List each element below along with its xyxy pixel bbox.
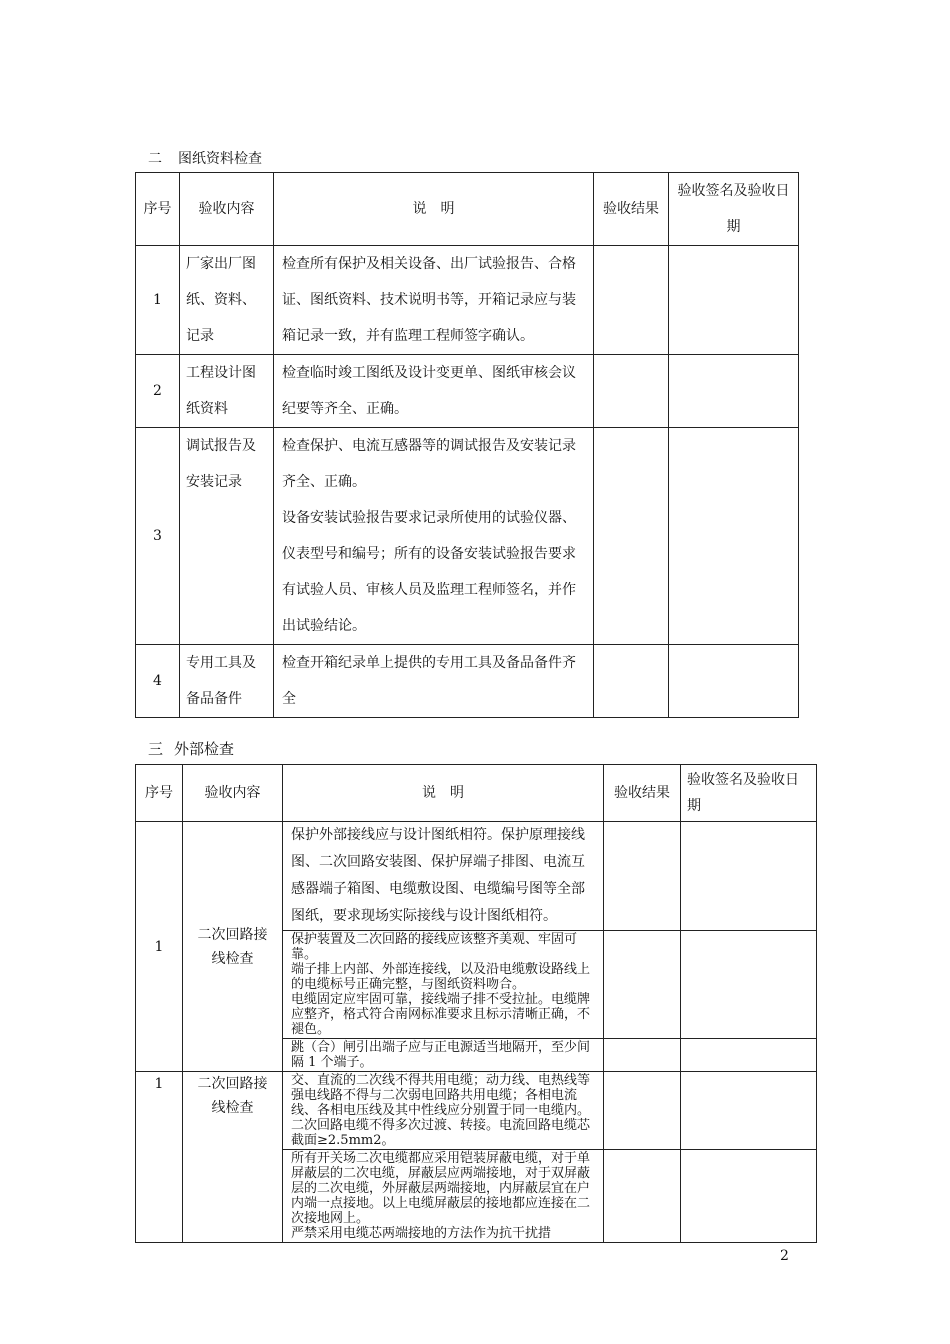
header-desc: 说 明 — [274, 173, 594, 246]
header-content: 验收内容 — [183, 765, 283, 822]
row-desc-part1: 检查保护、电流互感器等的调试报告及安装记录齐全、正确。 — [282, 438, 576, 490]
row-result-cell — [604, 931, 681, 1039]
external-check-table — [135, 764, 817, 1243]
row-seq: 3 — [136, 428, 180, 645]
header-sign: 验收签名及验收日期 — [669, 173, 799, 246]
row-sign-cell — [681, 1072, 817, 1150]
header-sign: 验收签名及验收日期 — [681, 765, 817, 822]
page-number: 2 — [780, 1248, 789, 1264]
row-desc: 保护外部接线应与设计图纸相符。保护原理接线图、二次回路安装图、保护屏端子排图、电流互感器端子箱图、电缆敷设图、电缆编号图等全部图纸，要求现场实际接线与设计图纸相符。 — [283, 822, 604, 931]
row-content: 调试报告及安装记录 — [180, 428, 274, 645]
table-row — [136, 645, 799, 718]
header-seq: 序号 — [136, 173, 180, 246]
row-sign-cell — [681, 931, 817, 1039]
row-content: 二次回路接线检查 — [183, 1072, 283, 1243]
row-desc: 检查开箱纪录单上提供的专用工具及备品备件齐全 — [274, 645, 594, 718]
section2-title — [148, 148, 262, 168]
section2-title-text: 图纸资料检查 — [178, 151, 262, 167]
header-result: 验收结果 — [594, 173, 669, 246]
row-result-cell — [594, 246, 669, 355]
row-result-cell — [594, 355, 669, 428]
row-desc-part1: 所有开关场二次电缆都应采用铠装屏蔽电缆，对于单屏蔽层的二次电缆，屏蔽层应两端接地，对于双屏蔽层的二次电缆，外屏蔽层两端接地，内屏蔽层宜在户内端一点接地。以上电缆屏蔽层的接地都应连接在二次接地网上。 — [291, 1151, 591, 1226]
row-content: 二次回路接线检查 — [183, 822, 283, 1072]
row-desc: 检查所有保护及相关设备、出厂试验报告、合格证、图纸资料、技术说明书等，开箱记录应与装箱记录一致，并有监理工程师签字确认。 — [274, 246, 594, 355]
row-desc-part3: 电缆固定应牢固可靠，接线端子排不受拉扯。电缆牌应整齐，格式符合南网标准要求且标示清晰正确，不褪色。 — [291, 992, 591, 1037]
row-content: 厂家出厂图纸、资料、记录 — [180, 246, 274, 355]
header-seq: 序号 — [136, 765, 183, 822]
table-row — [136, 822, 817, 931]
header-content: 验收内容 — [180, 173, 274, 246]
row-result-cell — [604, 822, 681, 931]
table-header-row — [136, 765, 817, 822]
header-result: 验收结果 — [604, 765, 681, 822]
row-seq: 1 — [136, 246, 180, 355]
row-seq: 4 — [136, 645, 180, 718]
drawings-check-table — [135, 172, 799, 718]
row-sign-cell — [681, 1150, 817, 1243]
row-seq: 1 — [136, 822, 183, 1072]
row-sign-cell — [669, 246, 799, 355]
row-desc — [283, 931, 604, 1039]
row-sign-cell — [681, 1039, 817, 1072]
row-desc-part2: 严禁采用电缆芯两端接地的方法作为抗干扰措 — [291, 1226, 552, 1241]
row-sign-cell — [681, 822, 817, 931]
row-desc: 检查临时竣工图纸及设计变更单、图纸审核会议纪要等齐全、正确。 — [274, 355, 594, 428]
table-row — [136, 428, 799, 645]
row-result-cell — [594, 645, 669, 718]
row-desc — [283, 1150, 604, 1243]
row-seq: 1 — [136, 1072, 183, 1243]
table-row — [136, 246, 799, 355]
table-row — [136, 1072, 817, 1150]
row-content: 工程设计图纸资料 — [180, 355, 274, 428]
row-sign-cell — [669, 428, 799, 645]
row-result-cell — [594, 428, 669, 645]
row-desc: 跳（合）闸引出端子应与正电源适当地隔开，至少间隔 1 个端子。 — [283, 1039, 604, 1072]
row-content: 专用工具及备品备件 — [180, 645, 274, 718]
row-desc-part1: 保护装置及二次回路的接线应该整齐美观、牢固可靠。 — [291, 932, 578, 962]
row-sign-cell — [669, 645, 799, 718]
header-desc: 说 明 — [283, 765, 604, 822]
section3-number: 三 — [148, 740, 164, 758]
row-result-cell — [604, 1150, 681, 1243]
row-result-cell — [604, 1039, 681, 1072]
row-sign-cell — [669, 355, 799, 428]
section2-number: 二 — [148, 151, 162, 167]
row-seq: 2 — [136, 355, 180, 428]
section3-title — [148, 738, 234, 759]
row-desc-part2: 端子排上内部、外部连接线，以及沿电缆敷设路线上的电缆标号正确完整，与图纸资料吻合。 — [291, 962, 591, 992]
row-result-cell — [604, 1072, 681, 1150]
table-row — [136, 355, 799, 428]
section3-title-text: 外部检查 — [174, 740, 235, 758]
table-header-row — [136, 173, 799, 246]
row-desc-part2: 设备安装试验报告要求记录所使用的试验仪器、仪表型号和编号；所有的设备安装试验报告要求有试验人员、审核人员及监理工程师签名，并作出试验结论。 — [282, 510, 576, 634]
row-desc: 交、直流的二次线不得共用电缆；动力线、电热线等强电线路不得与二次弱电回路共用电缆；各相电流线、各相电压线及其中性线应分别置于同一电缆内。二次回路电缆不得多次过渡、转接。电流回路电缆芯截面≥2.5mm2。 — [283, 1072, 604, 1150]
row-desc — [274, 428, 594, 645]
